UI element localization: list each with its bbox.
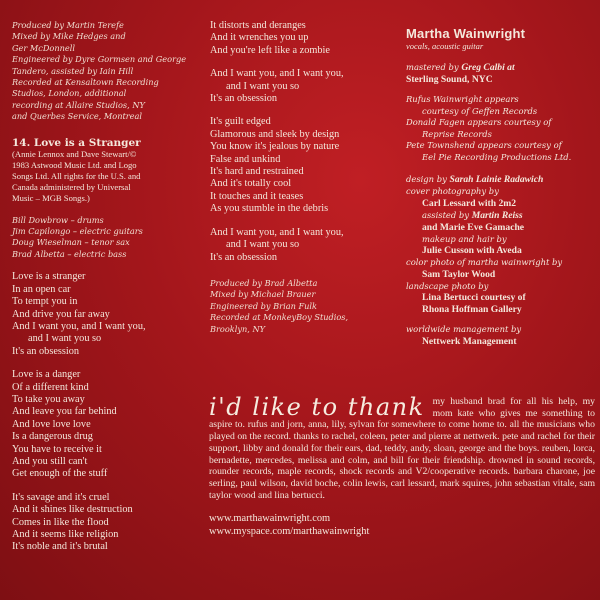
lyrics-chorus-2 [210,227,400,264]
lyric-lines [210,239,400,251]
text-line: Produced by Martin Terefe [12,20,124,30]
artist-name: Martha Wainwright [406,26,526,41]
text-line: And I want you, and I want you, [210,226,344,238]
text-line: Is a dangerous drug [12,431,93,443]
middle-column [210,20,400,335]
landscape-by-2: Rhona Hoffman Gallery [422,304,522,315]
mastered-by: Greg Calbi at [461,62,515,73]
text-line: It's hard and restrained [210,166,304,178]
text-line: Get enough of the stuff [12,468,108,480]
text-line: Canada administered by Universal [12,181,131,192]
mastered-label: mastered by [406,62,459,72]
text-line: and I want you so [226,80,300,92]
text-line: Songs Ltd. All rights for the U.S. and [12,170,141,181]
text-line: Brooklyn, NY [210,323,266,334]
text-line: And it shines like destruction [12,504,133,516]
text-line: Eel Pie Recording Productions Ltd. [422,151,572,162]
thanks-paragraph [209,393,595,501]
text-line: It's an obsession [210,251,278,263]
text-line: It touches and it teases [210,190,304,202]
production-credits [12,20,204,123]
text-line: Glamorous and sleek by design [210,128,340,140]
text-line: And love love love [12,418,91,430]
lyrics-verse-3 [12,492,204,554]
right-column [406,26,594,348]
makeup-label: makeup and hair by [422,233,507,244]
lyric-lines [210,68,400,80]
lyric-lines [210,93,400,105]
text-line: Donald Fagen appears courtesy of [406,117,552,127]
mastered-credit [406,62,594,74]
lyric-lines [210,227,400,239]
text-line: And leave you far behind [12,406,117,418]
text-line: And I want you, and I want you, [12,320,146,332]
cover-label: cover photography by [406,186,499,196]
management-label: worldwide management by [406,324,522,334]
text-line: And it wrenches you up [210,32,309,44]
lyrics-verse-1 [12,271,204,358]
design-by: Sarah Lainie Radawich [449,174,544,185]
makeup-by: Julie Cusson with Aveda [422,245,522,256]
text-line: To tempt you in [12,296,78,308]
left-column [12,20,204,554]
text-line: courtesy of Geffen Records [422,105,538,116]
lyrics-chorus-1 [210,68,400,105]
text-line: It's an obsession [12,345,80,357]
text-line: It's an obsession [210,93,278,105]
text-line: Love is a danger [12,369,81,381]
text-line: Bill Dowbrow – drums [12,214,104,225]
lyric-lines [12,346,204,358]
text-line: Music – MGB Songs.) [12,192,90,203]
thanks-section [209,393,595,538]
text-line: And drive you far away [12,308,110,320]
musician-credits [12,215,204,261]
text-line: False and unkind [210,153,281,165]
track-info [12,149,204,204]
lyric-lines [210,252,400,264]
thanks-body: my husband brad for all his help, my mom kate who gives me something to aspire to. rufus and jorn, anna, lily, sylvan for somewhere to come home to. all the musicians who played on the record. thanks to rachel, coleen, peter and pierre at nettwerk. pete and rachel for their support, libby and donald for their ears, dad, teddy, andy, sloan, george and the boys. reuben, lorca, bernadette, mercedes, melissa and colm, and bill for their friendship. drowned in sound records, rounder records, maple records, shock records and V2/cooperative records. barbara charone, joe serling, paul wilson, david boche, colin lewis, carl lessard, mark squires, john sebastian vitale, sam taylor wood and lina bertucci. [209,396,595,501]
lyrics-verse-5 [210,116,400,215]
text-line: Engineered by Brian Fulk [210,300,317,311]
assisted-label: assisted by [422,209,470,220]
text-line: As you stumble in the debris [210,203,329,215]
text-line: Produced by Brad Albetta [210,277,318,288]
text-line: It distorts and deranges [210,20,306,31]
text-line: In an open car [12,283,71,295]
text-line: And I want you, and I want you, [210,68,344,80]
mastered-at: Sterling Sound, NYC [406,74,493,85]
text-line: And you're left like a zombie [210,44,330,56]
text-line: and Querbes Service, Montreal [12,111,143,122]
text-line: And it seems like religion [12,529,119,540]
text-line: You have to receive it [12,443,102,455]
text-line: Ger McDonnell [12,42,75,53]
text-line: Reprise Records [422,128,492,139]
text-line: Mixed by Michael Brauer [210,289,316,300]
design-label: design by [406,174,447,184]
text-line: Recorded at Kensaltown Recording [12,77,159,88]
text-line: Jim Capilongo – electric guitars [12,226,143,237]
text-line: Mixed by Mike Hedges and [12,31,126,42]
second-production-credits [210,278,400,335]
text-line: Recorded at MonkeyBoy Studios, [210,312,349,323]
landscape-label: landscape photo by [406,280,489,291]
text-line: It's noble and it's brutal [12,541,108,553]
text-line: Tandero, assisted by Iain Hill [12,65,134,76]
text-line: Of a different kind [12,381,89,393]
text-line: You know it's jealous by nature [210,141,340,153]
cover-by: Carl Lessard with 2m2 [422,197,517,209]
text-line: Rufus Wainwright appears [406,94,519,104]
text-line: It's savage and it's cruel [12,491,110,503]
lyric-lines [12,271,204,333]
assisted-by: Martin Reiss [471,209,523,221]
lyrics-verse-2 [12,369,204,481]
text-line: and I want you so [28,333,102,345]
text-line: and I want you so [226,239,300,251]
landscape-by: Lina Bertucci courtesy of [422,292,526,303]
assisted-by-2: and Marie Eve Gamache [422,221,525,233]
design-credit [406,174,594,186]
text-line: Pete Townshend appears courtesy of [406,140,562,150]
text-line: Doug Wieselman – tenor sax [12,237,130,248]
website-link[interactable]: www.marthawainwright.com [209,513,331,525]
text-line: And you still can't [12,455,88,467]
lyric-lines [12,333,204,345]
text-line: To take you away [12,393,85,405]
color-photo-by: Sam Taylor Wood [422,268,496,280]
artist-role: vocals, acoustic guitar [406,41,484,51]
assisted-credit [406,210,594,222]
text-line: Studios, London, additional [12,88,127,99]
track-heading: 14. Love is a Stranger [12,136,141,149]
text-line: Brad Albetta – electric bass [12,248,127,259]
color-photo-label: color photo of martha wainwright by [406,257,563,267]
text-line: Engineered by Dyre Gormsen and George [12,54,187,65]
text-line: And it's totally cool [210,178,292,190]
myspace-link[interactable]: www.myspace.com/marthawainwright [209,526,370,538]
text-line: It's guilt edged [210,116,271,128]
text-line: 1983 Astwood Music Ltd. and Logo [12,159,137,170]
appearance-credits [406,94,594,163]
thanks-heading: i'd like to thank [209,393,425,421]
lyric-lines [210,81,400,93]
lyrics-verse-4 [210,20,400,57]
text-line: Love is a stranger [12,271,86,283]
text-line: (Annie Lennox and Dave Stewart/© [12,148,137,159]
text-line: recording at Allaire Studios, NY [12,99,145,110]
management-by: Nettwerk Management [422,335,517,347]
text-line: Comes in like the flood [12,516,109,528]
